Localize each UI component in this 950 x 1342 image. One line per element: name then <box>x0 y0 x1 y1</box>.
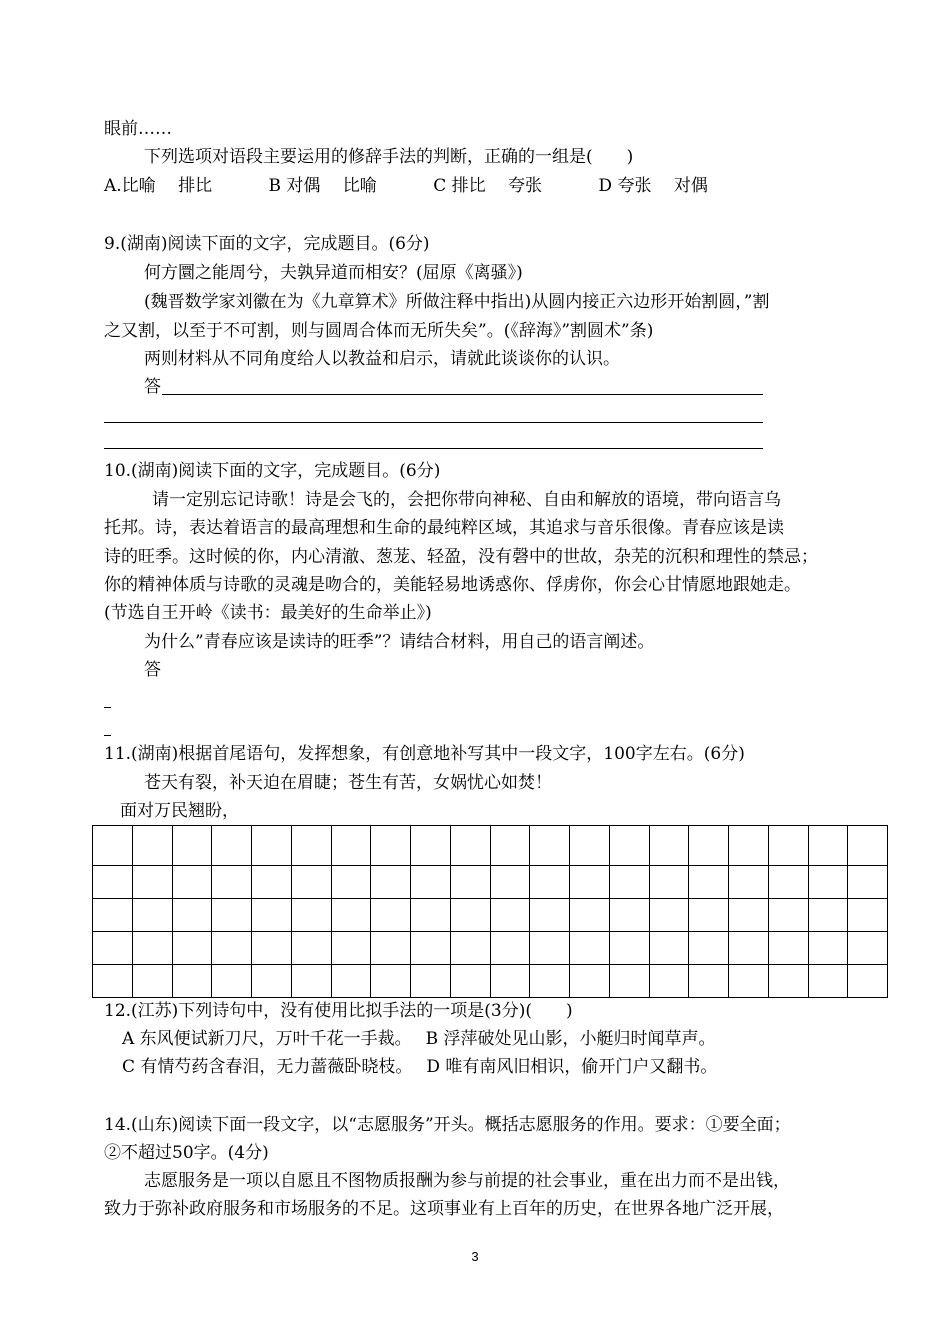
grid-cell[interactable] <box>848 899 888 932</box>
grid-cell[interactable] <box>331 826 371 866</box>
q10-answer-label: 答 <box>144 660 161 680</box>
grid-cell[interactable] <box>848 866 888 899</box>
q10-title: 10.(湖南)阅读下面的文字，完成题目。(6分) <box>104 461 441 481</box>
grid-cell[interactable] <box>132 826 172 866</box>
grid-cell[interactable] <box>768 932 808 965</box>
grid-cell[interactable] <box>609 965 649 998</box>
q12-title: 12.(江苏)下列诗句中，没有使用比拟手法的一项是(3分)( ) <box>104 1001 573 1021</box>
grid-cell[interactable] <box>649 826 689 866</box>
grid-cell[interactable] <box>331 932 371 965</box>
q10-answer-mark-1[interactable] <box>104 707 111 708</box>
grid-cell[interactable] <box>212 932 252 965</box>
grid-row <box>93 866 888 899</box>
q10-text-2: 托邦。诗，表达着语言的最高理想和生命的最纯粹区域，其追求与音乐很像。青春应该是读 <box>104 518 784 538</box>
q8-options: A.比喻 排比 B 对偶 比喻 C 排比 夸张 D 夸张 对偶 <box>104 176 708 196</box>
grid-cell[interactable] <box>450 826 490 866</box>
grid-cell[interactable] <box>729 899 769 932</box>
q12-options-cd: C 有情芍药含春泪，无力蔷薇卧晓枝。 D 唯有南风旧相识，偷开门户又翻书。 <box>122 1057 718 1077</box>
q14-title: 14.(山东)阅读下面一段文字，以“志愿服务”开头。概括志愿服务的作用。要求：①要全面； <box>104 1115 791 1135</box>
grid-cell[interactable] <box>490 866 530 899</box>
grid-cell[interactable] <box>252 866 292 899</box>
q9-material-2a: (魏晋数学家刘徽在为《九章算术》所做注释中指出)从圆内接正六边形开始割圆，”割 <box>144 292 770 312</box>
grid-cell[interactable] <box>768 899 808 932</box>
grid-cell[interactable] <box>609 866 649 899</box>
grid-cell[interactable] <box>411 826 451 866</box>
q10-text-4: 你的精神体质与诗歌的灵魂是吻合的，美能轻易地诱惑你、俘虏你，你会心甘情愿地跟她走。 <box>104 575 801 595</box>
grid-cell[interactable] <box>768 866 808 899</box>
grid-cell[interactable] <box>331 899 371 932</box>
q9-answer-line-1[interactable] <box>162 394 763 395</box>
grid-cell[interactable] <box>291 866 331 899</box>
grid-cell[interactable] <box>252 826 292 866</box>
q11-title: 11.(湖南)根据首尾语句，发挥想象，有创意地补写其中一段文字，100字左右。(6分) <box>104 744 745 764</box>
grid-cell[interactable] <box>490 899 530 932</box>
grid-cell[interactable] <box>411 965 451 998</box>
grid-cell[interactable] <box>649 866 689 899</box>
grid-cell[interactable] <box>252 932 292 965</box>
grid-cell[interactable] <box>172 965 212 998</box>
grid-cell[interactable] <box>649 932 689 965</box>
grid-cell[interactable] <box>808 866 848 899</box>
grid-cell[interactable] <box>132 899 172 932</box>
grid-cell[interactable] <box>649 899 689 932</box>
grid-cell[interactable] <box>530 965 570 998</box>
grid-cell[interactable] <box>132 866 172 899</box>
grid-cell[interactable] <box>450 965 490 998</box>
grid-cell[interactable] <box>411 932 451 965</box>
grid-cell[interactable] <box>530 866 570 899</box>
grid-cell[interactable] <box>808 826 848 866</box>
grid-cell[interactable] <box>331 965 371 998</box>
grid-cell[interactable] <box>609 899 649 932</box>
grid-cell[interactable] <box>291 826 331 866</box>
grid-cell[interactable] <box>570 866 610 899</box>
grid-cell[interactable] <box>93 826 133 866</box>
grid-cell[interactable] <box>768 965 808 998</box>
grid-cell[interactable] <box>649 965 689 998</box>
grid-cell[interactable] <box>768 826 808 866</box>
grid-cell[interactable] <box>729 965 769 998</box>
grid-cell[interactable] <box>729 826 769 866</box>
grid-cell[interactable] <box>609 826 649 866</box>
q9-answer-label: 答 <box>144 377 161 397</box>
grid-cell[interactable] <box>848 826 888 866</box>
grid-cell[interactable] <box>848 932 888 965</box>
grid-cell[interactable] <box>689 932 729 965</box>
grid-cell[interactable] <box>93 932 133 965</box>
grid-cell[interactable] <box>371 899 411 932</box>
grid-row <box>93 932 888 965</box>
grid-cell[interactable] <box>132 932 172 965</box>
grid-cell[interactable] <box>411 899 451 932</box>
grid-cell[interactable] <box>132 965 172 998</box>
grid-cell[interactable] <box>689 965 729 998</box>
grid-cell[interactable] <box>490 826 530 866</box>
q11-opening: 苍天有裂，补天迫在眉睫；苍生有苦，女娲忧心如焚！ <box>144 773 552 793</box>
grid-cell[interactable] <box>689 826 729 866</box>
grid-cell[interactable] <box>371 932 411 965</box>
grid-cell[interactable] <box>689 866 729 899</box>
grid-cell[interactable] <box>172 899 212 932</box>
grid-cell[interactable] <box>570 899 610 932</box>
q14-text-1: 志愿服务是一项以自愿且不图物质报酬为参与前提的社会事业，重在出力而不是出钱， <box>144 1171 790 1191</box>
grid-cell[interactable] <box>450 899 490 932</box>
grid-row <box>93 899 888 932</box>
q10-answer-mark-2[interactable] <box>104 735 111 736</box>
grid-cell[interactable] <box>808 965 848 998</box>
grid-cell[interactable] <box>93 866 133 899</box>
grid-cell[interactable] <box>689 899 729 932</box>
grid-cell[interactable] <box>530 899 570 932</box>
grid-cell[interactable] <box>291 932 331 965</box>
grid-cell[interactable] <box>371 866 411 899</box>
grid-cell[interactable] <box>252 965 292 998</box>
q10-text-1: 请一定别忘记诗歌！诗是会飞的，会把你带向神秘、自由和解放的语境，带向语言乌 <box>152 490 781 510</box>
grid-cell[interactable] <box>450 866 490 899</box>
grid-cell[interactable] <box>808 899 848 932</box>
q9-question: 两则材料从不同角度给人以教益和启示，请就此谈谈你的认识。 <box>144 349 620 369</box>
q9-answer-line-2[interactable] <box>104 422 763 423</box>
grid-cell[interactable] <box>93 899 133 932</box>
q11-lead: 面对万民翘盼， <box>120 801 239 821</box>
grid-cell[interactable] <box>808 932 848 965</box>
q9-material-1: 何方圜之能周兮，夫孰异道而相安？(屈原《离骚》) <box>144 263 523 283</box>
grid-cell[interactable] <box>490 932 530 965</box>
q14-requirement: ②不超过50字。(4分) <box>104 1143 269 1163</box>
grid-row <box>93 965 888 998</box>
q9-material-2b: 之又割，以至于不可割，则与圆周合体而无所失矣”。(《辞海》”割圆术”条) <box>104 321 654 341</box>
grid-cell[interactable] <box>450 932 490 965</box>
grid-cell[interactable] <box>252 899 292 932</box>
grid-cell[interactable] <box>570 932 610 965</box>
grid-cell[interactable] <box>291 965 331 998</box>
q10-source: (节选自王开岭《读书：最美好的生命举止》) <box>104 603 432 623</box>
grid-cell[interactable] <box>729 932 769 965</box>
q9-title: 9.(湖南)阅读下面的文字，完成题目。(6分) <box>104 234 430 254</box>
q8-tail: 眼前…… <box>104 119 172 139</box>
grid-cell[interactable] <box>212 965 252 998</box>
grid-cell[interactable] <box>93 965 133 998</box>
grid-row <box>93 826 888 866</box>
q8-stem: 下列选项对语段主要运用的修辞手法的判断，正确的一组是( ) <box>144 147 634 167</box>
grid-cell[interactable] <box>570 826 610 866</box>
grid-cell[interactable] <box>609 932 649 965</box>
grid-cell[interactable] <box>331 866 371 899</box>
q10-text-3: 诗的旺季。这时候的你，内心清澈、葱茏、轻盈，没有磬中的世故，杂芜的沉积和理性的禁忌； <box>104 547 818 567</box>
grid-cell[interactable] <box>371 965 411 998</box>
q10-question: 为什么”青春应该是读诗的旺季”？请结合材料，用自己的语言阐述。 <box>144 632 655 652</box>
grid-cell[interactable] <box>212 866 252 899</box>
grid-cell[interactable] <box>490 965 530 998</box>
grid-cell[interactable] <box>172 932 212 965</box>
grid-cell[interactable] <box>848 965 888 998</box>
grid-cell[interactable] <box>530 826 570 866</box>
grid-cell[interactable] <box>291 899 331 932</box>
grid-cell[interactable] <box>729 866 769 899</box>
page-number: 3 <box>471 1249 479 1264</box>
grid-cell[interactable] <box>371 826 411 866</box>
grid-cell[interactable] <box>570 965 610 998</box>
q14-text-2: 致力于弥补政府服务和市场服务的不足。这项事业有上百年的历史，在世界各地广泛开展， <box>104 1199 784 1219</box>
writing-grid[interactable] <box>92 825 888 998</box>
q12-options-ab: A 东风便试新刀尺，万叶千花一手裁。 B 浮萍破处见山影，小艇归时闻草声。 <box>122 1029 716 1049</box>
grid-cell[interactable] <box>411 866 451 899</box>
grid-cell[interactable] <box>172 866 212 899</box>
grid-cell[interactable] <box>172 826 212 866</box>
q9-answer-line-3[interactable] <box>104 448 763 449</box>
grid-cell[interactable] <box>530 932 570 965</box>
grid-cell[interactable] <box>212 826 252 866</box>
grid-cell[interactable] <box>212 899 252 932</box>
